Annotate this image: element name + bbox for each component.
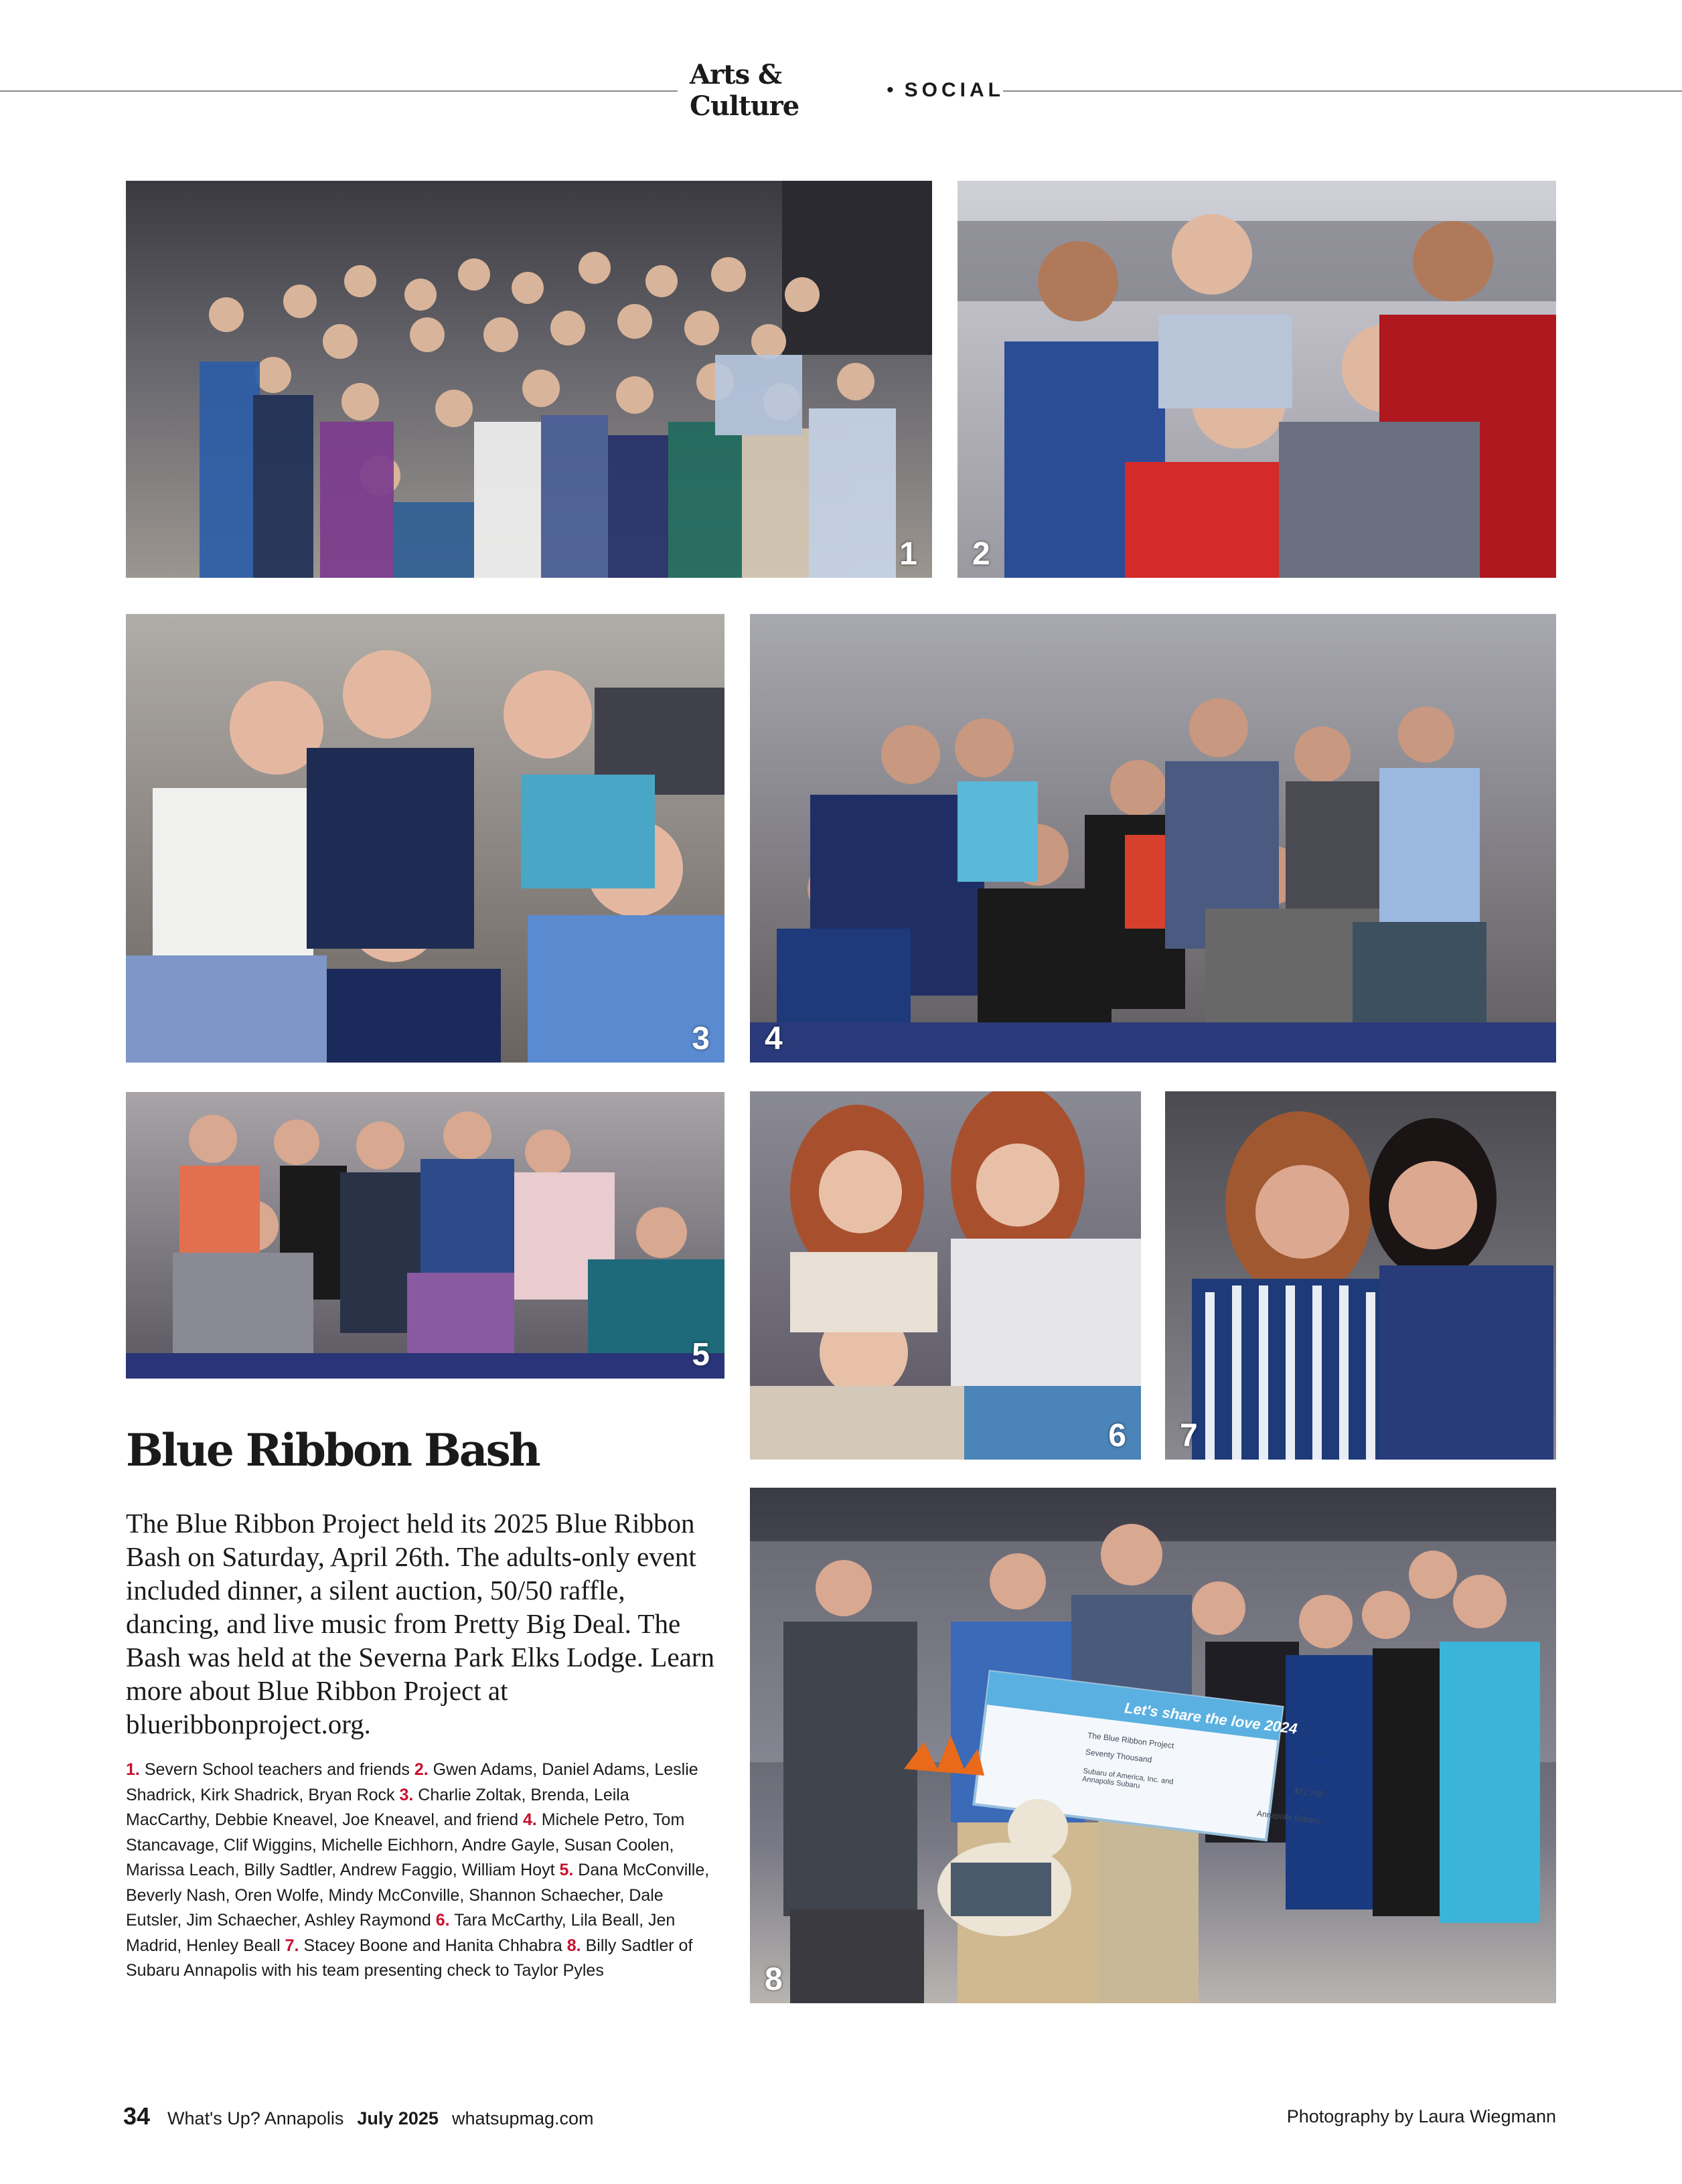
section-subsection: SOCIAL — [904, 79, 1004, 101]
photo-number: 8 — [765, 1962, 783, 1997]
group-photo-icon — [126, 181, 932, 578]
check-brand: SUBARU — [1298, 1753, 1345, 1770]
photo-4 — [750, 614, 1556, 1063]
caption-number: 3. — [399, 1785, 414, 1804]
caption-number: 7. — [285, 1936, 299, 1955]
issue-date: July 2025 — [357, 2108, 439, 2128]
check-payee: The Blue Ribbon Project — [1087, 1730, 1175, 1751]
photo-credit: Photography by Laura Wiegmann — [1286, 2106, 1556, 2126]
group-photo-icon — [750, 614, 1556, 1063]
caption-text: Stacey Boone and Hanita Chhabra — [303, 1936, 562, 1955]
section-name: Arts & Culture — [690, 59, 799, 122]
article-body: The Blue Ribbon Project held its 2025 Blue Ribbon Bash on Saturday, April 26th. The adults-only event included dinner, a silent auction, 50/50 raffle, dancing, and live music from Pretty Big Deal. The Bash was held at the Severna Park Elks Lodge. Learn more about Blue Ribbon Project at blueribbonproject.org. — [126, 1508, 714, 1739]
caption-text: Billy Sadtler of Subaru Annapolis with his team presenting check to Taylor Pyles — [126, 1936, 693, 1980]
photo-number: 3 — [692, 1021, 710, 1057]
caption-number: 1. — [126, 1760, 140, 1779]
photo-number: 5 — [692, 1337, 710, 1373]
caption-number: 8. — [566, 1936, 581, 1955]
caption-number: 4. — [522, 1810, 537, 1829]
photo-3 — [126, 614, 724, 1063]
photo-8 — [750, 1488, 1556, 2003]
group-photo-icon — [750, 1091, 1141, 1460]
section-header — [690, 59, 1004, 122]
article-title: Blue Ribbon Bash — [126, 1424, 539, 1476]
caption-text: Dana McConville, Beverly Nash, Oren Wolfe, Mindy McConville, Shannon Schaecher, Dale Eutsler, Jim Schaecher, Ashley Raymond — [126, 1861, 710, 1930]
photo-number: 4 — [765, 1021, 783, 1057]
group-photo-icon — [126, 614, 724, 1063]
header-separator: • — [887, 79, 894, 101]
caption-number: 5. — [559, 1861, 574, 1879]
check-slogan: Let's share the love 2024 — [1124, 1699, 1298, 1737]
header-rule-left — [0, 90, 678, 92]
check-amount-words: Seventy Thousand — [1085, 1747, 1153, 1765]
caption-text: Gwen Adams, Daniel Adams, Leslie Shadrick, Kirk Shadrick, Bryan Rock — [126, 1760, 698, 1804]
caption-text: Michele Petro, Tom Stancavage, Clif Wiggins, Michelle Eichhorn, Andre Gayle, Susan Coolen, Marissa Leach, Billy Sadtler, Andrew Faggio, William Hoyt — [126, 1810, 685, 1879]
caption-text: Tara McCarthy, Lila Beall, Jen Madrid, Henley Beall — [126, 1911, 676, 1955]
group-photo-icon — [958, 181, 1556, 578]
photo-captions — [126, 1758, 715, 1984]
photo-5 — [126, 1092, 724, 1379]
check-amount: $72,788 — [1294, 1786, 1324, 1800]
header-rule-right — [1003, 90, 1682, 92]
photo-number: 2 — [972, 536, 990, 572]
caption-number: 2. — [414, 1760, 429, 1779]
photo-number: 7 — [1180, 1418, 1198, 1454]
photo-1 — [126, 181, 932, 578]
page-footer — [123, 2102, 594, 2130]
photo-6 — [750, 1091, 1141, 1460]
page-number: 34 — [123, 2102, 151, 2130]
website-link[interactable]: whatsupmag.com — [451, 2108, 594, 2128]
caption-text: Charlie Zoltak, Brenda, Leila MacCarthy, Debbie Kneavel, Joe Kneavel, and friend — [126, 1785, 629, 1829]
group-photo-icon — [126, 1092, 724, 1379]
photo-2 — [958, 181, 1556, 578]
photo-number: 6 — [1108, 1418, 1126, 1454]
group-photo-icon — [1165, 1091, 1556, 1460]
magazine-name: What's Up? Annapolis — [167, 2108, 344, 2128]
photo-7 — [1165, 1091, 1556, 1460]
caption-text: Severn School teachers and friends — [144, 1760, 410, 1779]
check-from: Subaru of America, Inc. and Annapolis Subaru — [1081, 1767, 1174, 1790]
photo-number: 1 — [899, 536, 917, 572]
caption-number: 6. — [435, 1911, 450, 1930]
check-signature: Annapolis Subaru — [1256, 1808, 1320, 1826]
